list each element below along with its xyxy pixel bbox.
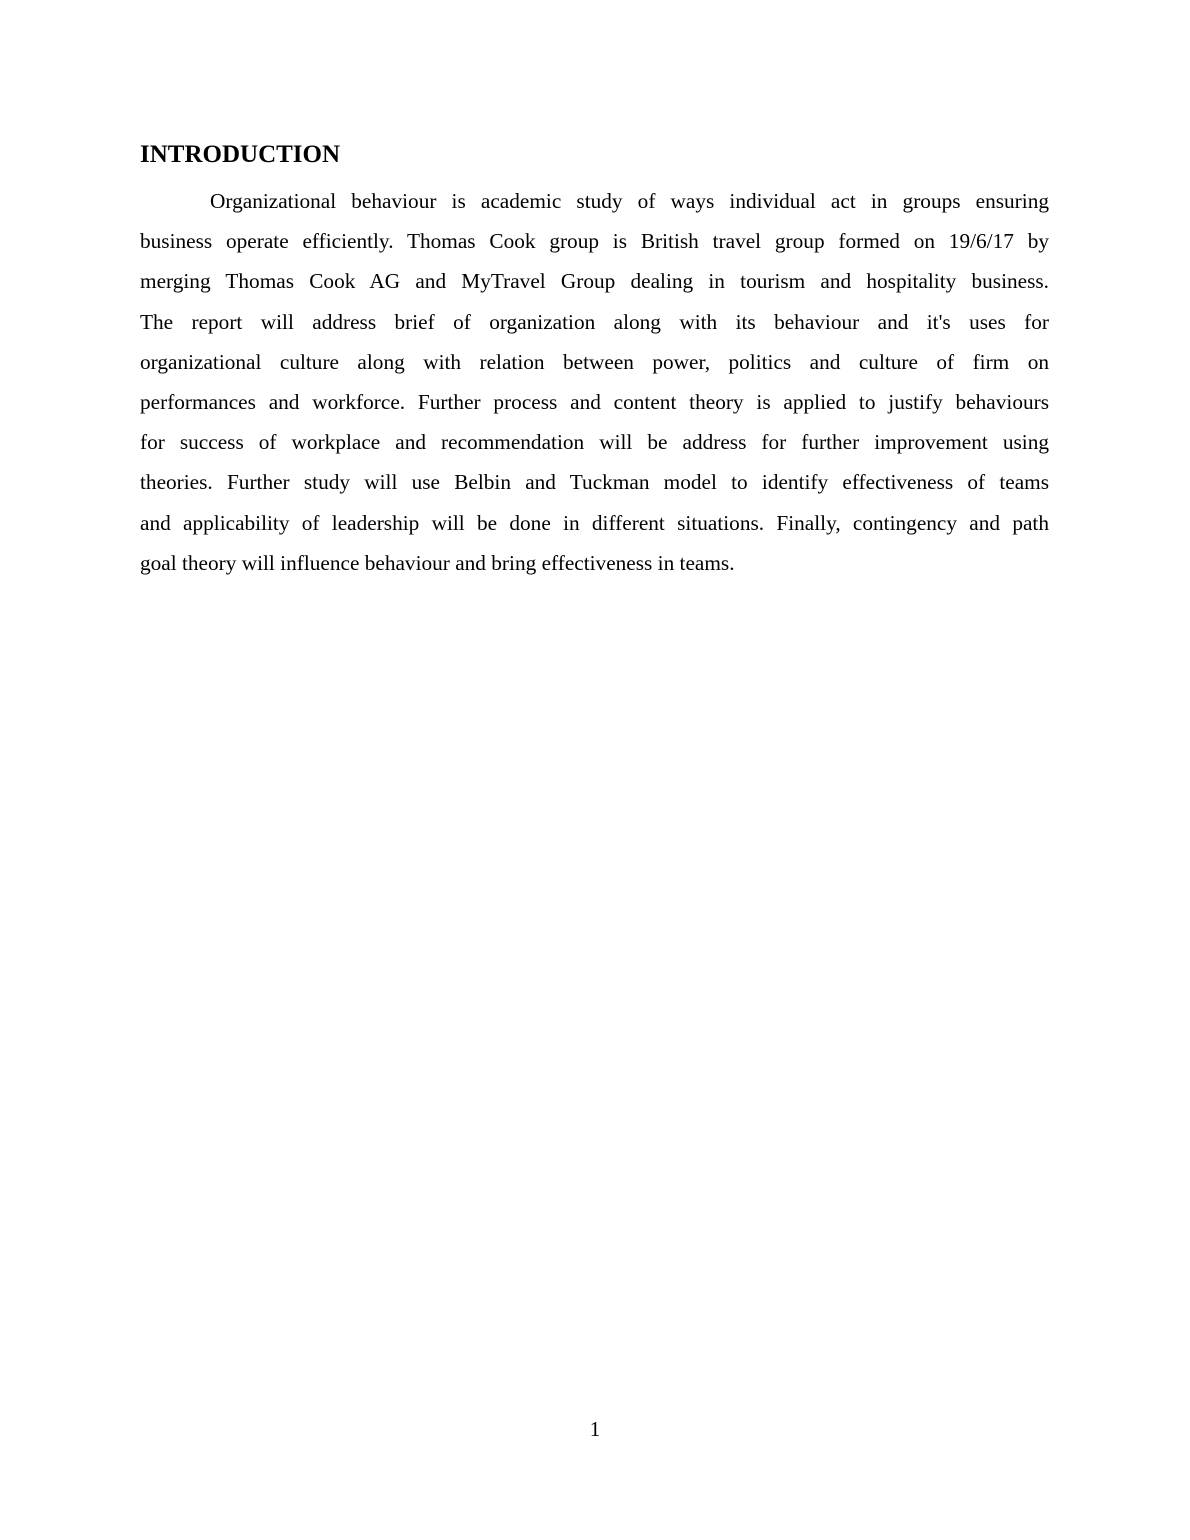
section-heading: INTRODUCTION [140,141,341,168]
paragraph-line: business operate efficiently. Thomas Cook group is British travel group formed on 19/6/17 by [140,229,1049,254]
paragraph-line: for success of workplace and recommendation will be address for further improvement using [140,430,1049,455]
paragraph-line: and applicability of leadership will be done in different situations. Finally, contingency and path [140,510,1049,535]
page-number: 1 [589,1417,601,1441]
introduction-paragraph [140,181,1049,583]
paragraph-line: goal theory will influence behaviour and bring effectiveness in teams. [140,550,735,575]
paragraph-line: Organizational behaviour is academic study of ways individual act in groups ensuring [210,189,1049,213]
paragraph-line: merging Thomas Cook AG and MyTravel Group dealing in tourism and hospitality business. [140,269,1049,294]
paragraph-line: organizational culture along with relation between power, politics and culture of firm on [140,349,1049,374]
paragraph-line: theories. Further study will use Belbin and Tuckman model to identify effectiveness of teams [140,470,1049,495]
paragraph-line: performances and workforce. Further process and content theory is applied to justify behaviours [140,389,1049,414]
paragraph-line: The report will address brief of organization along with its behaviour and it's uses for [140,309,1049,334]
